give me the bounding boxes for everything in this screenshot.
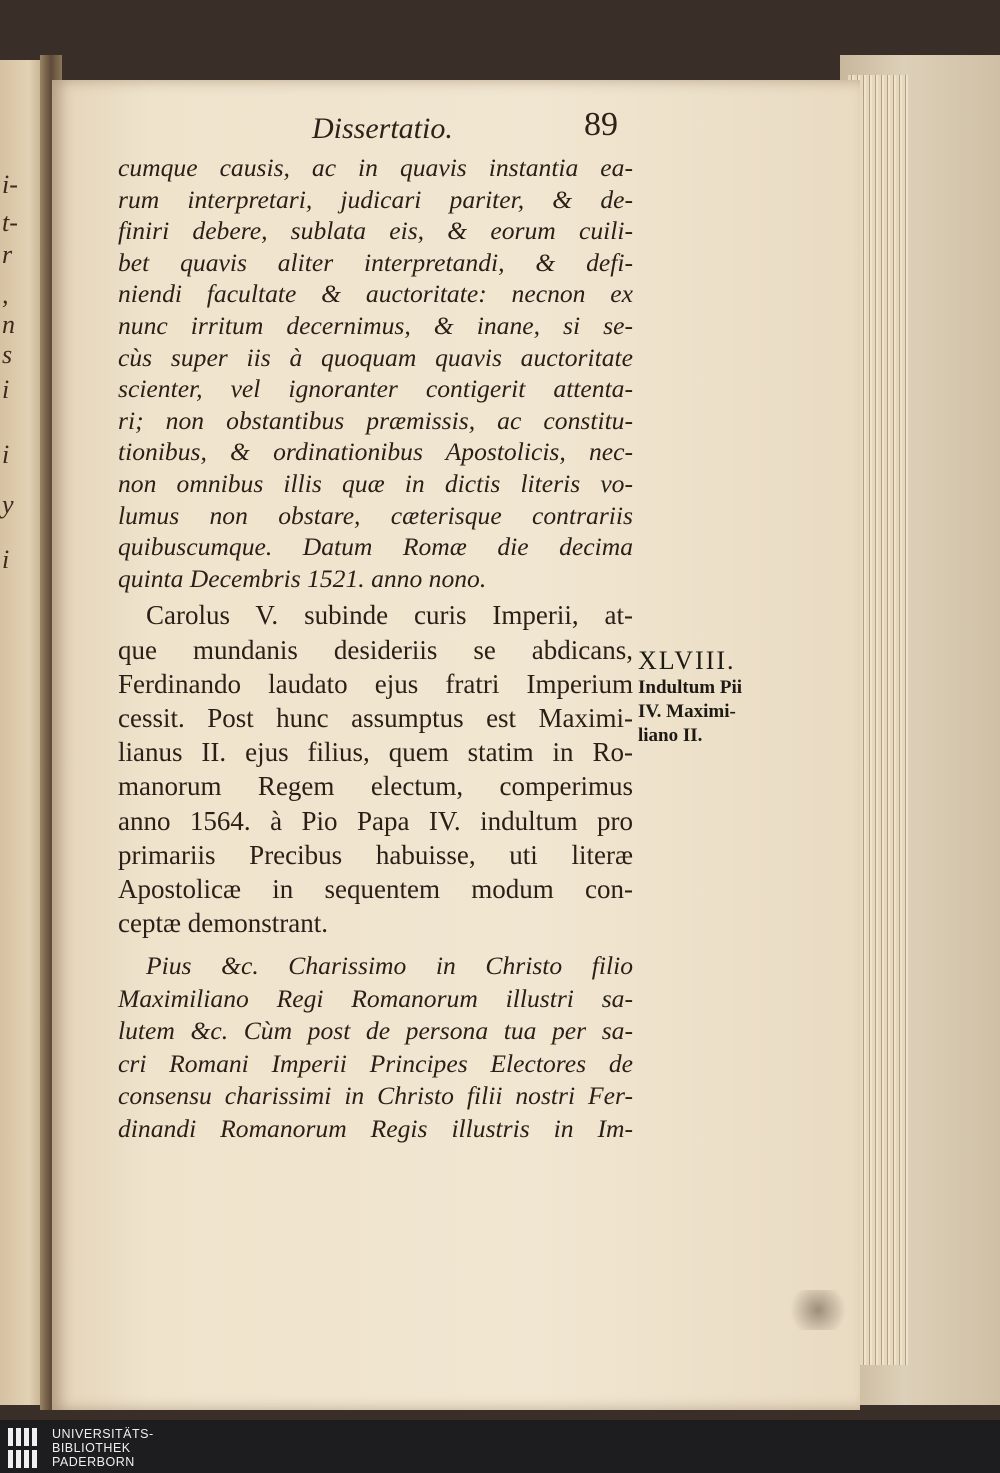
text-line: que mundanis desideriis se abdicans, xyxy=(118,634,633,665)
margin-note-line: Indultum Pii xyxy=(638,677,743,698)
roman-paragraph xyxy=(118,598,633,940)
text-line: quinta Decembris 1521. anno nono. xyxy=(118,563,487,593)
library-name xyxy=(52,1427,154,1469)
text-line: cri Romani Imperii Principes Electores de xyxy=(118,1048,633,1078)
text-line: quibuscumque. Datum Romæ die decima xyxy=(118,532,633,562)
text-line: primariis Precibus habuisse, uti literæ xyxy=(118,839,633,870)
facing-page-fragment: , xyxy=(2,280,9,309)
text-line: Ferdinando laudato ejus fratri Imperium xyxy=(118,668,633,699)
facing-page-fragment: t- xyxy=(2,208,18,237)
library-name-line: BIBLIOTHEK xyxy=(52,1441,131,1455)
text-line: bet quavis aliter interpretandi, & defi- xyxy=(118,247,633,277)
facing-page-fragment: r xyxy=(2,240,13,269)
text-line: Pius &c. Charissimo in Christo filio xyxy=(146,951,633,981)
text-line: lianus II. ejus filius, quem statim in Ro- xyxy=(118,737,633,768)
text-line: lumus non obstare, cæterisque contrariis xyxy=(118,500,633,530)
text-line: dinandi Romanorum Regis illustris in Im- xyxy=(118,1113,633,1143)
text-line: nunc irritum decernimus, & inane, si se- xyxy=(118,310,633,340)
facing-page-fragment: n xyxy=(2,310,15,339)
margin-note-line: IV. Maximi- xyxy=(638,701,736,722)
running-title: Dissertatio. xyxy=(312,112,453,145)
text-line: Maximiliano Regi Romanorum illustri sa- xyxy=(118,983,633,1013)
facing-page-fragment: y xyxy=(2,490,14,519)
text-line: Carolus V. subinde curis Imperii, at- xyxy=(146,600,633,631)
facing-page-fragment: i- xyxy=(2,170,18,199)
page-number: 89 xyxy=(584,106,618,143)
text-line: anno 1564. à Pio Papa IV. indultum pro xyxy=(118,805,633,836)
facing-page-fragment: i xyxy=(2,440,10,469)
text-line: ceptæ demonstrant. xyxy=(118,908,328,939)
text-line: niendi facultate & auctoritate: necnon ex xyxy=(118,279,633,309)
text-line: lutem &c. Cùm post de persona tua per sa- xyxy=(118,1016,633,1046)
text-line: cessit. Post hunc assumptus est Maximi- xyxy=(118,702,633,733)
latin-quote-2 xyxy=(118,950,633,1145)
text-line: scienter, vel ignoranter contigerit attenta- xyxy=(118,374,633,404)
text-line: consensu charissimi in Christo filii nostri Fer- xyxy=(118,1081,633,1111)
text-line: cumque causis, ac in quavis instantia ea- xyxy=(118,153,633,182)
ink-smudge xyxy=(790,1290,860,1330)
facing-page-fragment: i xyxy=(2,375,10,404)
facing-page-fragment: i xyxy=(2,545,10,574)
margin-note-number: XLVIII. xyxy=(638,646,736,675)
library-logo-icon xyxy=(6,1426,46,1470)
text-line: manorum Regem electum, comperimus xyxy=(118,771,633,802)
margin-note-line: liano II. xyxy=(638,725,703,746)
text-line: rum interpretari, judicari pariter, & de- xyxy=(118,184,633,214)
page-header xyxy=(0,106,1000,152)
text-line: finiri debere, sublata eis, & eorum cuili- xyxy=(118,216,633,246)
library-name-line: UNIVERSITÄTS- xyxy=(52,1427,154,1441)
text-line: non omnibus illis quæ in dictis literis vo- xyxy=(118,468,633,498)
text-line: cùs super iis à quoquam quavis auctoritate xyxy=(118,342,633,372)
text-line: tionibus, & ordinationibus Apostolicis, nec- xyxy=(118,437,633,467)
margin-note xyxy=(638,646,798,748)
latin-quote-1 xyxy=(118,152,633,594)
page-body xyxy=(118,152,633,1145)
library-name-line: PADERBORN xyxy=(52,1455,135,1469)
facing-page-fragment: s xyxy=(2,340,13,369)
text-line: ri; non obstantibus præmissis, ac constitu- xyxy=(118,405,633,435)
text-line: Apostolicæ in sequentem modum con- xyxy=(118,873,633,904)
